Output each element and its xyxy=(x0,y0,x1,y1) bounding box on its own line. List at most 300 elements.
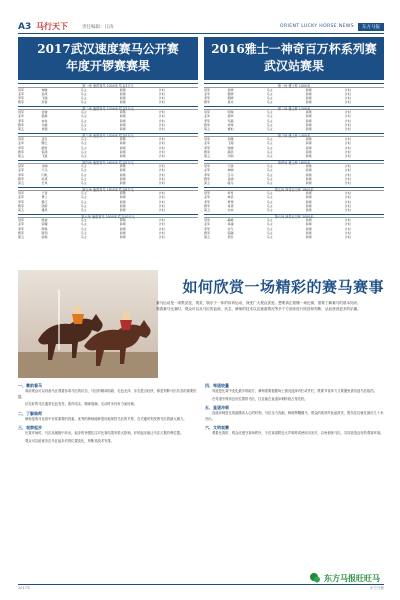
table-cell: 骑师 xyxy=(305,218,312,223)
table-cell: 马主 xyxy=(266,218,273,223)
table-cell: 马主 xyxy=(80,91,87,96)
table-cell: 银牌 xyxy=(227,91,234,96)
table-cell: 第五 xyxy=(18,208,25,213)
table-cell: 骑师 xyxy=(119,154,126,159)
table-cell: 计时 xyxy=(158,100,165,105)
table-cell: 神骏 xyxy=(41,87,48,92)
table-cell: 星光 xyxy=(227,100,234,105)
table-cell: 马主 xyxy=(266,181,273,186)
table-cell: 马主 xyxy=(80,87,87,92)
table-cell: 计时 xyxy=(158,172,165,177)
table-cell: 骏马 xyxy=(227,181,234,186)
table-cell: 骑师 xyxy=(119,141,126,146)
paper-badge: 东方马报 xyxy=(358,23,384,31)
paragraph: 比赛开始时，马匹从闸箱中冲出，起步的快慢往往对比赛结果有很大影响，好的起步能让马匹占据有利位置。 xyxy=(25,431,184,436)
table-row xyxy=(18,235,198,239)
table-cell: 亚军 xyxy=(18,91,25,96)
right-title-line2: 武汉站赛果 xyxy=(263,59,324,73)
table-row xyxy=(204,181,384,185)
table-cell: 骑师 xyxy=(305,199,312,204)
table-cell: 骑师 xyxy=(119,91,126,96)
page-number: A3 xyxy=(18,21,32,32)
table-cell: 冠军 xyxy=(204,87,211,92)
table-cell: 马主 xyxy=(266,114,273,119)
table-cell: 骑师 xyxy=(305,141,312,146)
table-cell: 马主 xyxy=(80,127,87,132)
table-cell: 骑师 xyxy=(119,118,126,123)
table-cell: 骑师 xyxy=(305,226,312,231)
left-title-line2: 年度开锣赛赛果 xyxy=(65,59,150,73)
table-cell: 计时 xyxy=(344,199,351,204)
table-cell: 冠军 xyxy=(18,191,25,196)
table-cell: 荣耀 xyxy=(41,222,48,227)
table-cell: 骑师 xyxy=(119,123,126,128)
table-cell: 跳跃 xyxy=(227,150,234,155)
table-cell: 计时 xyxy=(344,118,351,123)
table-cell: 计时 xyxy=(344,204,351,209)
table-cell: 计时 xyxy=(344,100,351,105)
table-cell: 冠军 xyxy=(204,164,211,169)
table-cell: 冠军 xyxy=(204,191,211,196)
watermark-text: 东方马报旺旺马 xyxy=(324,573,380,583)
paragraph: 观众可以留意各匹马在起步后的位置变化，判断其战术安排。 xyxy=(25,438,115,443)
table-cell: 骑师 xyxy=(305,172,312,177)
race-heading: 第四场 速度赛马 1600米 奖金5万元 xyxy=(18,160,198,165)
table-cell: 马主 xyxy=(266,110,273,115)
table-cell: 辉煌 xyxy=(41,226,48,231)
table-cell: 计时 xyxy=(158,91,165,96)
table-cell: 马主 xyxy=(266,127,273,132)
table-cell: 骑师 xyxy=(305,110,312,115)
table-cell: 冠军 xyxy=(204,218,211,223)
table-cell: 骑师 xyxy=(119,164,126,169)
table-cell: 梦想 xyxy=(227,199,234,204)
table-cell: 殿军 xyxy=(18,231,25,236)
table-cell: 骑师 xyxy=(119,195,126,200)
table-cell: 计时 xyxy=(158,208,165,213)
table-cell: 乌骓 xyxy=(41,123,48,128)
table-cell: 计时 xyxy=(158,118,165,123)
table-cell: 骑师 xyxy=(119,208,126,213)
table-cell: 计时 xyxy=(344,226,351,231)
table-cell: 骑师 xyxy=(119,96,126,101)
table-cell: 马主 xyxy=(266,150,273,155)
table-cell: 季军 xyxy=(204,226,211,231)
table-cell: 马主 xyxy=(266,91,273,96)
table-cell: 明珠 xyxy=(227,110,234,115)
table-cell: 第五 xyxy=(204,208,211,213)
table-cell: 逐日 xyxy=(41,137,48,142)
table-cell: 计时 xyxy=(158,164,165,169)
table-cell: 季军 xyxy=(18,199,25,204)
race-heading: 第六场 速度赛马 2000米 奖金10万元 xyxy=(18,214,198,219)
table-cell: 亚军 xyxy=(18,222,25,227)
table-cell: 骑师 xyxy=(119,137,126,142)
table-cell: 计时 xyxy=(344,172,351,177)
paper-name: ORIENT LUCKY HORSE NEWS xyxy=(280,24,354,29)
table-cell: 第五 xyxy=(204,181,211,186)
table-cell: 计时 xyxy=(344,181,351,186)
table-cell: 殿军 xyxy=(204,204,211,209)
table-cell: 殿军 xyxy=(204,150,211,155)
table-cell: 骑师 xyxy=(305,87,312,92)
table-cell: 殿军 xyxy=(18,123,25,128)
table-cell: 骑师 xyxy=(119,150,126,155)
section-heading: 四、弯道较量 xyxy=(205,383,229,388)
table-row xyxy=(204,100,384,104)
table-cell: 计时 xyxy=(344,123,351,128)
article-column xyxy=(18,382,197,576)
right-results-table xyxy=(204,82,384,268)
table-cell: 计时 xyxy=(158,141,165,146)
table-cell: 玛瑙 xyxy=(227,118,234,123)
table-cell: 马主 xyxy=(266,226,273,231)
paragraph: 直道冲刺是比赛最激动人心的时刻，马匹全力奔跑，骑师挥鞭催马，观众的欢呼声此起彼伏，胜负往往就在最后几十米决出。 xyxy=(205,411,384,421)
table-cell: 马主 xyxy=(80,177,87,182)
table-row xyxy=(18,100,198,104)
table-cell: 马主 xyxy=(266,137,273,142)
table-cell: 马主 xyxy=(266,204,273,209)
table-cell: 铜牌 xyxy=(227,96,234,101)
table-cell: 银鬃 xyxy=(41,114,48,119)
table-cell: 计时 xyxy=(344,114,351,119)
table-cell: 计时 xyxy=(158,204,165,209)
table-row xyxy=(204,208,384,212)
table-cell: 季军 xyxy=(18,172,25,177)
table-cell: 马主 xyxy=(80,150,87,155)
table-cell: 亚军 xyxy=(204,114,211,119)
table-cell: 骑师 xyxy=(119,191,126,196)
table-cell: 亚军 xyxy=(204,141,211,146)
article-column xyxy=(205,382,384,576)
table-cell: 马主 xyxy=(80,208,87,213)
table-cell: 骑师 xyxy=(119,114,126,119)
table-cell: 胜利 xyxy=(41,231,48,236)
table-cell: 骑师 xyxy=(305,168,312,173)
table-cell: 马主 xyxy=(80,145,87,150)
table-cell: 冲刺 xyxy=(227,154,234,159)
table-cell: 计时 xyxy=(344,154,351,159)
table-cell: 骑师 xyxy=(305,118,312,123)
left-title-line1: 2017武汉速度赛马公开赛 xyxy=(37,42,179,56)
table-cell: 马主 xyxy=(266,177,273,182)
table-cell: 骑师 xyxy=(119,181,126,186)
table-cell: 冠军 xyxy=(18,218,25,223)
table-cell: 马主 xyxy=(80,118,87,123)
table-cell: 计时 xyxy=(158,177,165,182)
table-cell: 计时 xyxy=(158,110,165,115)
table-cell: 计时 xyxy=(158,195,165,200)
table-cell: 霸王 xyxy=(41,199,48,204)
table-cell: 马主 xyxy=(80,231,87,236)
paragraph: 状态好的马匹通常毛色发亮、肌肉结实、精神饱满，走动时步伐有力而协调。 xyxy=(25,402,138,407)
paragraph: 弯道是比赛中变化最多的地方，骑师需要根据场上情况选择内栏或外栏，既要节省体力又要避免被其他马匹阻挡。 xyxy=(212,389,377,393)
table-cell: 殿军 xyxy=(18,204,25,209)
table-cell: 骑师 xyxy=(305,204,312,209)
table-cell: 殿军 xyxy=(18,100,25,105)
table-cell: 马主 xyxy=(80,204,87,209)
table-cell: 骑师 xyxy=(119,199,126,204)
table-cell: 马主 xyxy=(80,218,87,223)
wechat-icon xyxy=(309,572,321,584)
table-cell: 计时 xyxy=(158,222,165,227)
table-cell: 季军 xyxy=(18,145,25,150)
table-cell: 计时 xyxy=(344,195,351,200)
race-heading: 第三场 速度赛马 1400米 奖金5万元 xyxy=(18,133,198,138)
table-cell: 冠军 xyxy=(204,137,211,142)
table-cell: 骑师 xyxy=(119,127,126,132)
race-heading: 第四场 雅士杯 1600米 xyxy=(204,160,384,165)
table-cell: 殿军 xyxy=(204,100,211,105)
table-row xyxy=(18,181,198,185)
table-cell: 骑师 xyxy=(305,154,312,159)
table-cell: 马主 xyxy=(80,172,87,177)
table-cell: 计时 xyxy=(344,141,351,146)
table-cell: 马主 xyxy=(80,100,87,105)
page-header xyxy=(18,20,384,34)
table-cell: 马主 xyxy=(80,168,87,173)
paragraph: 赛前观众可以到备马区观看参赛马匹的状态，马匹的精神面貌、毛色光泽、步态是否轻快，都是判断马匹状态的重要依据。 xyxy=(18,389,197,399)
table-cell: 良驹 xyxy=(227,177,234,182)
table-cell: 计时 xyxy=(158,226,165,231)
table-cell: 冠军 xyxy=(18,137,25,142)
table-cell: 未来 xyxy=(227,208,234,213)
table-cell: 计时 xyxy=(158,137,165,142)
table-cell: 马主 xyxy=(266,87,273,92)
table-cell: 飞驰 xyxy=(41,96,48,101)
table-cell: 计时 xyxy=(158,191,165,196)
table-cell: 马主 xyxy=(80,195,87,200)
table-cell: 马主 xyxy=(80,222,87,227)
table-cell: 骑师 xyxy=(119,172,126,177)
table-cell: 殿军 xyxy=(18,150,25,155)
table-cell: 季军 xyxy=(204,145,211,150)
table-cell: 马主 xyxy=(266,100,273,105)
table-cell: 计时 xyxy=(158,145,165,150)
table-cell: 金牌 xyxy=(227,87,234,92)
page-footer xyxy=(18,584,384,592)
table-cell: 计时 xyxy=(344,231,351,236)
table-cell: 金骏 xyxy=(41,110,48,115)
table-cell: 第五 xyxy=(204,127,211,132)
table-row xyxy=(204,154,384,158)
table-cell: 季军 xyxy=(204,172,211,177)
table-cell: 马主 xyxy=(266,164,273,169)
section-heading: 二、了解骑师 xyxy=(18,410,42,416)
table-cell: 骑师 xyxy=(305,137,312,142)
editor-credit: 责任编辑：汪涛 xyxy=(82,24,114,30)
table-cell: 骑师 xyxy=(119,145,126,150)
table-cell: 马主 xyxy=(80,141,87,146)
table-cell: 王者 xyxy=(41,191,48,196)
table-cell: 骑师 xyxy=(119,226,126,231)
left-panel-title xyxy=(18,37,198,80)
table-cell: 卓越 xyxy=(227,222,234,227)
table-cell: 计时 xyxy=(158,235,165,240)
section-heading: 三、观察起步 xyxy=(18,425,42,431)
table-cell: 马主 xyxy=(80,114,87,119)
table-cell: 骑师 xyxy=(305,91,312,96)
table-cell: 马主 xyxy=(266,168,273,173)
right-title-line1: 2016雅士一神奇百万杯系列赛 xyxy=(211,42,377,56)
table-cell: 青骢 xyxy=(41,127,48,132)
table-cell: 计时 xyxy=(344,137,351,142)
section-heading: 五、直道冲刺 xyxy=(205,405,229,411)
table-cell: 马主 xyxy=(266,235,273,240)
table-cell: 赤兔 xyxy=(41,118,48,123)
table-cell: 马主 xyxy=(266,172,273,177)
watermark xyxy=(309,572,380,584)
table-cell: 骑师 xyxy=(119,110,126,115)
table-cell: 计时 xyxy=(158,231,165,236)
race-heading: 第一场 雅士杯 1000米 xyxy=(204,83,384,88)
table-cell: 骑师 xyxy=(119,235,126,240)
table-cell: 马主 xyxy=(80,123,87,128)
table-cell: 亚军 xyxy=(204,222,211,227)
table-cell: 马主 xyxy=(266,118,273,123)
table-cell: 亚军 xyxy=(18,114,25,119)
table-cell: 骑师 xyxy=(119,204,126,209)
table-cell: 计时 xyxy=(344,96,351,101)
table-cell: 计时 xyxy=(158,123,165,128)
table-cell: 骑师 xyxy=(305,123,312,128)
table-cell: 琥珀 xyxy=(227,127,234,132)
horse-racing-photo xyxy=(18,270,158,378)
table-cell: 马主 xyxy=(266,195,273,200)
table-row xyxy=(204,127,384,131)
table-cell: 骑师 xyxy=(305,127,312,132)
table-cell: 骑师 xyxy=(305,145,312,150)
left-results-table xyxy=(18,82,198,268)
table-cell: 第五 xyxy=(18,127,25,132)
table-cell: 马主 xyxy=(266,208,273,213)
table-cell: 计时 xyxy=(344,208,351,213)
table-cell: 马主 xyxy=(266,145,273,150)
table-cell: 长风 xyxy=(41,181,48,186)
table-cell: 季军 xyxy=(204,118,211,123)
table-cell: 踏雪 xyxy=(41,145,48,150)
table-cell: 计时 xyxy=(344,150,351,155)
table-cell: 亚军 xyxy=(18,141,25,146)
table-cell: 骑师 xyxy=(119,100,126,105)
table-cell: 计时 xyxy=(158,199,165,204)
table-cell: 马主 xyxy=(266,123,273,128)
table-cell: 亚军 xyxy=(204,91,211,96)
table-cell: 马主 xyxy=(80,164,87,169)
section-heading: 六、文明观赛 xyxy=(205,425,229,431)
paragraph: 骑师是赛马比赛中非常重要的因素，优秀的骑师能够很好地掌控马匹的节奏，在关键时刻发挥马匹的最大潜力。 xyxy=(25,416,187,421)
table-cell: 第五 xyxy=(18,235,25,240)
table-cell: 殿军 xyxy=(18,177,25,182)
table-cell: 计时 xyxy=(344,177,351,182)
table-cell: 骑师 xyxy=(305,222,312,227)
table-cell: 神话 xyxy=(227,195,234,200)
table-cell: 超越 xyxy=(227,231,234,236)
table-cell: 计时 xyxy=(344,164,351,169)
table-cell: 计时 xyxy=(344,127,351,132)
feature-title: 如何欣赏一场精彩的赛马赛事 xyxy=(182,278,384,296)
section-name: 马行天下 xyxy=(36,22,68,31)
table-cell: 骑师 xyxy=(305,195,312,200)
table-cell: 腾云 xyxy=(41,141,48,146)
feature-intro xyxy=(148,300,384,372)
table-cell: 殿军 xyxy=(204,231,211,236)
table-cell: 马主 xyxy=(266,96,273,101)
table-cell: 领先 xyxy=(227,235,234,240)
table-cell: 马主 xyxy=(80,154,87,159)
table-cell: 季军 xyxy=(18,226,25,231)
table-cell: 计时 xyxy=(158,96,165,101)
race-heading: 第三场 雅士杯 1400米 xyxy=(204,133,384,138)
table-cell: 传奇 xyxy=(227,191,234,196)
table-cell: 马主 xyxy=(266,231,273,236)
table-cell: 第五 xyxy=(204,154,211,159)
table-cell: 计时 xyxy=(158,218,165,223)
table-cell: 马主 xyxy=(80,110,87,115)
table-cell: 骑师 xyxy=(119,168,126,173)
table-row xyxy=(18,127,198,131)
table-cell: 马主 xyxy=(80,137,87,142)
table-row xyxy=(204,235,384,239)
table-cell: 飞燕 xyxy=(41,154,48,159)
table-cell: 季军 xyxy=(204,96,211,101)
table-cell: 第五 xyxy=(18,181,25,186)
table-cell: 计时 xyxy=(158,181,165,186)
table-cell: 计时 xyxy=(344,235,351,240)
table-cell: 马主 xyxy=(266,222,273,227)
table-cell: 骑师 xyxy=(305,100,312,105)
table-cell: 计时 xyxy=(344,110,351,115)
table-cell: 骑师 xyxy=(119,222,126,227)
right-panel-title xyxy=(204,37,384,80)
table-cell: 翡翠 xyxy=(227,114,234,119)
table-cell: 骑师 xyxy=(305,114,312,119)
table-cell: 马主 xyxy=(266,199,273,204)
table-cell: 亚军 xyxy=(204,168,211,173)
table-cell: 计时 xyxy=(344,145,351,150)
table-cell: 殿军 xyxy=(204,123,211,128)
article-columns xyxy=(18,382,384,576)
table-cell: 惊鸿 xyxy=(41,150,48,155)
table-cell: 骑师 xyxy=(305,191,312,196)
table-cell: 骑师 xyxy=(305,231,312,236)
table-cell: 追风 xyxy=(41,91,48,96)
table-cell: 骑师 xyxy=(305,177,312,182)
table-cell: 骁骑 xyxy=(41,204,48,209)
table-cell: 天马 xyxy=(41,168,48,173)
table-cell: 马主 xyxy=(80,235,87,240)
table-cell: 季军 xyxy=(18,96,25,101)
table-cell: 计时 xyxy=(344,91,351,96)
table-cell: 季军 xyxy=(204,199,211,204)
intro-paragraph: 赛马运动是一项集竞技、观赏、娱乐于一体的体育运动，深受广大观众喜爱。想要真正看懂一场比赛，需要了解赛马的基本知识。 xyxy=(156,301,361,305)
table-cell: 计时 xyxy=(344,222,351,227)
table-cell: 计时 xyxy=(344,168,351,173)
table-cell: 冠军 xyxy=(18,110,25,115)
footer-right: 东方马报 xyxy=(370,586,384,590)
table-cell: 凯旋 xyxy=(41,218,48,223)
table-cell: 马主 xyxy=(80,96,87,101)
table-cell: 骑师 xyxy=(119,218,126,223)
table-cell: 骑师 xyxy=(119,231,126,236)
table-cell: 骑师 xyxy=(305,208,312,213)
section-heading: 一、赛前看马 xyxy=(18,383,42,388)
table-cell: 奔雷 xyxy=(41,100,48,105)
intro-paragraph: 观看赛马比赛时，观众可以从马匹的血统、状态、骑师的技术以及赛道情况等多个方面来进行欣赏和判断，从而获得更多的乐趣。 xyxy=(156,307,361,311)
table-cell: 宝马 xyxy=(227,172,234,177)
table-cell: 计时 xyxy=(158,168,165,173)
race-heading: 第六场 神奇百万杯 2000米 xyxy=(204,214,384,219)
